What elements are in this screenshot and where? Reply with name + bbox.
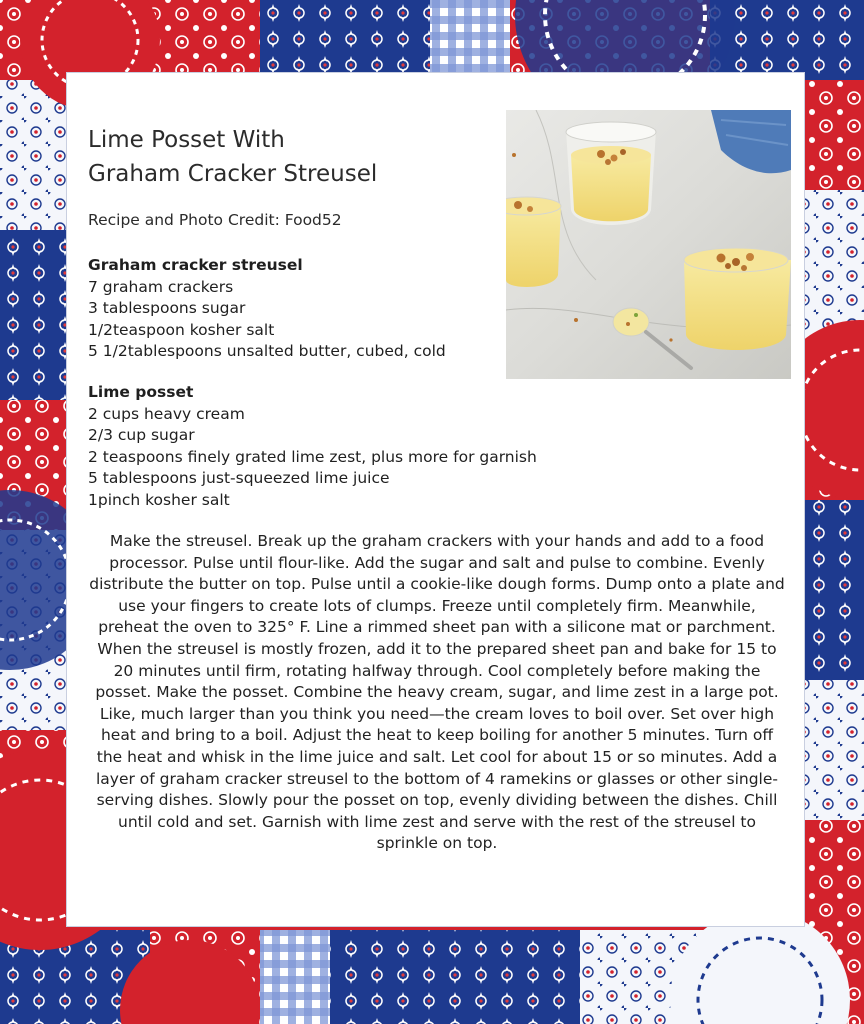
recipe-title xyxy=(88,123,488,191)
ingredient-item: 5 tablespoons just-squeezed lime juice xyxy=(88,469,390,487)
streusel-heading: Graham cracker streusel xyxy=(88,256,303,274)
ingredient-item: 1pinch kosher salt xyxy=(88,490,230,509)
posset-heading: Lime posset xyxy=(88,383,194,401)
ingredient-item: 2 teaspoons finely grated lime zest, plus more for garnish xyxy=(88,447,537,466)
recipe-title-line2: Graham Cracker Streusel xyxy=(88,161,378,187)
ingredient-item: 2/3 cup sugar xyxy=(88,426,195,444)
photo-credit: Recipe and Photo Credit: Food52 xyxy=(88,211,342,229)
ingredient-item: 3 tablespoons sugar xyxy=(88,299,246,317)
posset-ingredients xyxy=(88,382,537,511)
ingredient-item: 7 graham crackers xyxy=(88,277,234,296)
recipe-photo xyxy=(506,110,791,379)
recipe-title-line1: Lime Posset With xyxy=(88,127,285,153)
recipe-card xyxy=(66,72,805,927)
streusel-ingredients xyxy=(88,255,446,363)
ingredient-item: 1/2teaspoon kosher salt xyxy=(88,320,275,339)
method-text: Make the streusel. Break up the graham crackers with your hands and add to a food processor. Pulse until flour-like. Add the sugar and salt and pulse to combine. Evenly distribute the butter on top. Pulse until a cookie-like dough forms. Dump onto a plate and use your fingers to create lots of clumps. Freeze until completely firm. Meanwhile, preheat the oven to 325° F. Line a rimmed sheet pan with a silicone mat or parchment. When the streusel is mostly frozen, add it to the prepared sheet pan and bake for 15 to 20 minutes until firm, rotating halfway through. Cool completely before making the posset. Make the posset. Combine the heavy cream, sugar, and lime zest in a large pot. Like, much larger than you think you need—the cream loves to boil over. Set over high heat and bring to a boil. Adjust the heat to keep boiling for another 5 minutes. Turn off the heat and whisk in the lime juice and salt. Let cool for about 15 or so minutes. Add a layer of graham cracker streusel to the bottom of 4 ramekins or glasses or other single-serving dishes. Slowly pour the posset on top, evenly dividing between the dishes. Chill until cold and set. Garnish with lime zest and serve with the rest of the streusel to sprinkle on top. xyxy=(89,532,785,853)
ingredient-item: 5 1/2tablespoons unsalted butter, cubed, cold xyxy=(88,342,446,360)
ingredient-item: 2 cups heavy cream xyxy=(88,404,245,423)
